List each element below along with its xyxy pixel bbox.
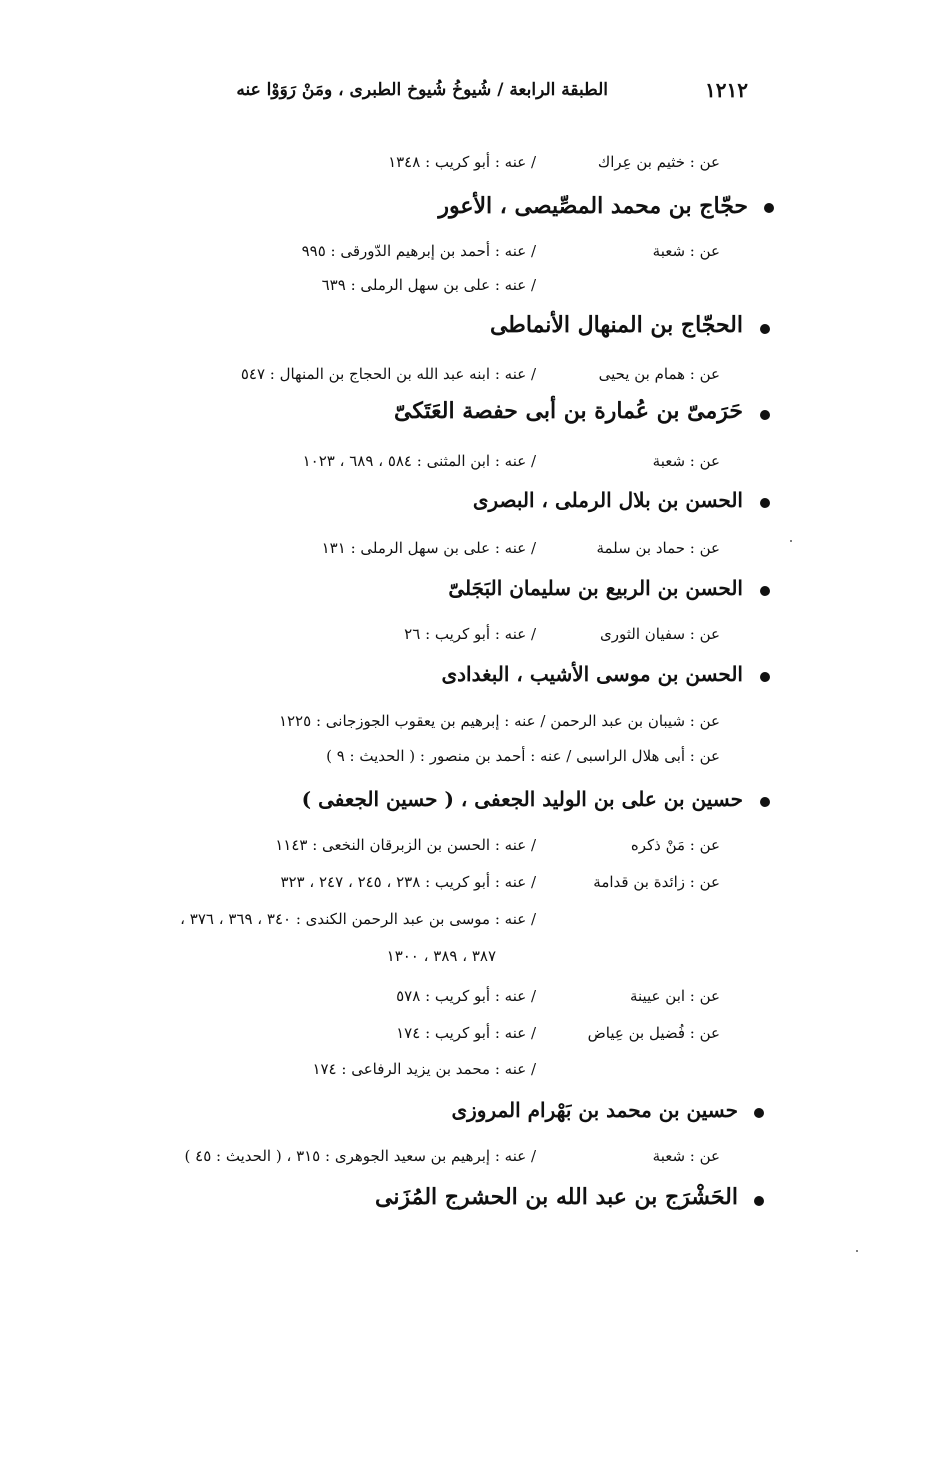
bullet-icon — [754, 1108, 764, 1118]
source-line: عن : شيبان بن عبد الرحمن / عنه : إبرهيم بن يعقوب الجوزجانى : ١٢٢٥ — [278, 712, 720, 730]
bullet-icon — [760, 586, 770, 596]
narrator-name-husayn-marwazi: حسين بن محمد بن بَهْرام المروزى — [451, 1098, 738, 1122]
bullet-icon — [754, 1196, 764, 1206]
source-from: عن : شعبة — [652, 242, 720, 260]
narrator-name-hasan-rabi: الحسن بن الربيع بن سليمان البَجَلىّ — [448, 576, 743, 600]
source-from: عن : همام بن يحيى — [598, 365, 720, 383]
source-from: عن : مَنْ ذكره — [630, 836, 720, 854]
narrator-about: / عنه : أبو كريب : ١٣٤٨ — [388, 153, 536, 171]
bullet-icon — [760, 324, 770, 334]
continuation-line: ٣٨٧ ، ٣٨٩ ، ١٣٠٠ — [386, 947, 496, 965]
source-from: عن : زائدة بن قدامة — [593, 873, 720, 891]
narrator-about: / عنه : ابنه عبد الله بن الحجاج بن المنهال : ٥٤٧ — [240, 365, 536, 383]
source-from: عن : خثيم بن عِراك — [597, 153, 720, 171]
bullet-icon — [760, 672, 770, 682]
source-line: عن : أبى هلال الراسبى / عنه : أحمد بن منصور : ( الحديث : ٩ ) — [326, 747, 720, 765]
narrator-name-hajjaj-massisi: حجّاج بن محمد المصِّيصى ، الأعور — [438, 193, 748, 219]
narrator-about: / عنه : على بن سهل الرملى : ١٣١ — [321, 539, 536, 557]
source-from: عن : ابن عيينة — [629, 987, 720, 1005]
narrator-name-hasan-musa: الحسن بن موسى الأشيب ، البغدادى — [441, 662, 743, 686]
narrator-about: / عنه : أحمد بن إبرهيم الدّورقى : ٩٩٥ — [301, 242, 536, 260]
narrator-about: / عنه : محمد بن يزيد الرفاعى : ١٧٤ — [312, 1060, 536, 1078]
bullet-icon — [760, 498, 770, 508]
bullet-icon — [760, 797, 770, 807]
scan-speck — [856, 1250, 858, 1252]
narrator-name-hasan-bilal: الحسن بن بلال الرملى ، البصرى — [472, 488, 743, 512]
bullet-icon — [760, 410, 770, 420]
source-from: عن : شعبة — [652, 452, 720, 470]
bullet-icon — [764, 203, 774, 213]
narrator-about: / عنه : موسى بن عبد الرحمن الكندى : ٣٤٠ ، ٣٦٩ ، ٣٧٦ ، — [180, 910, 536, 928]
source-from: عن : شعبة — [652, 1147, 720, 1165]
narrator-about: / عنه : إبرهيم بن سعيد الجوهرى : ٣١٥ ، ( الحديث : ٤٥ ) — [184, 1147, 536, 1165]
page-number: ١٢١٢ — [705, 78, 748, 102]
source-from: عن : فُضيل بن عِياض — [587, 1024, 720, 1042]
narrator-about: / عنه : أبو كريب : ٢٦ — [404, 625, 536, 643]
scan-speck — [790, 540, 792, 542]
narrator-name-harami: حَرَمىّ بن عُمارة بن أبى حفصة العَتَكىّ — [394, 398, 743, 424]
running-header: الطبقة الرابعة / شُيوخُ شُيوخ الطبرى ، ومَنْ رَوَوْا عنه — [236, 80, 608, 100]
source-from: عن : سفيان الثورى — [600, 625, 720, 643]
narrator-about: / عنه : أبو كريب : ٢٣٨ ، ٢٤٥ ، ٢٤٧ ، ٣٢٣ — [280, 873, 536, 891]
narrator-about: / عنه : على بن سهل الرملى : ٦٣٩ — [321, 276, 536, 294]
source-from: عن : حماد بن سلمة — [596, 539, 720, 557]
narrator-name-hajjaj-minhal: الحجّاج بن المنهال الأنماطى — [489, 312, 743, 338]
narrator-about: / عنه : ابن المثنى : ٥٨٤ ، ٦٨٩ ، ١٠٢٣ — [302, 452, 536, 470]
narrator-about: / عنه : الحسن بن الزبرقان النخعى : ١١٤٣ — [275, 836, 536, 854]
narrator-name-hashraj: الحَشْرَج بن عبد الله بن الحشرج المُزَنى — [375, 1184, 738, 1210]
narrator-about: / عنه : أبو كريب : ٥٧٨ — [396, 987, 536, 1005]
narrator-about: / عنه : أبو كريب : ١٧٤ — [396, 1024, 536, 1042]
narrator-name-husayn-jufi: حسين بن على بن الوليد الجعفى ، ( حسين الجعفى ) — [301, 787, 743, 811]
